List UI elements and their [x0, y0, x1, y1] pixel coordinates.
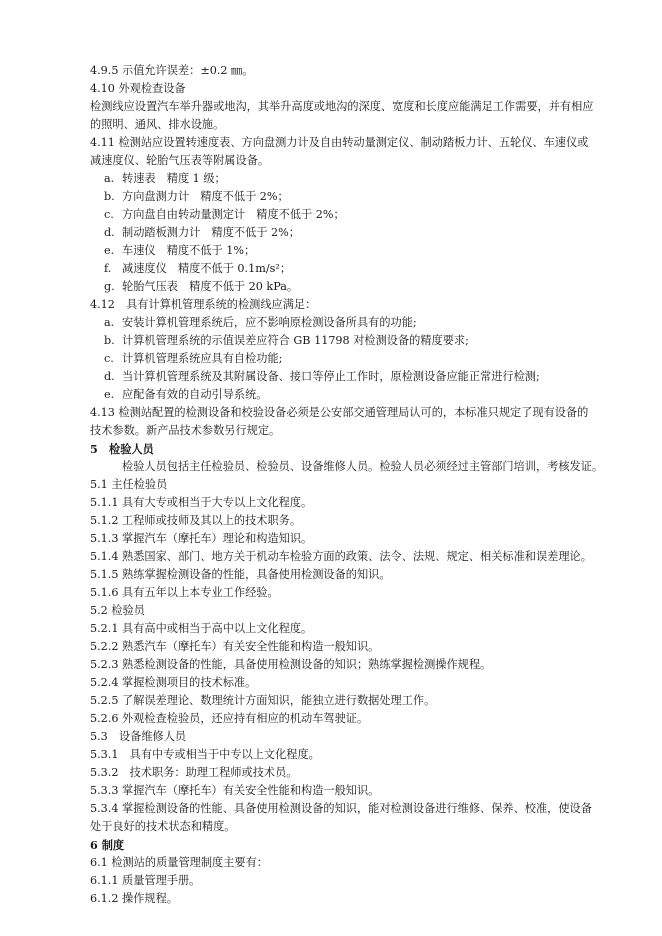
- clause-6-1-2: 6.1.2 操作规程。: [90, 892, 178, 905]
- list-item-letter: b.: [104, 334, 115, 347]
- list-item-4-11-g: [104, 278, 624, 296]
- list-item-letter: a.: [104, 172, 115, 185]
- list-item-letter: a.: [104, 316, 115, 329]
- list-item-4-12-a: [104, 314, 624, 332]
- list-item-text: 应配备有效的自动引导系统。: [122, 388, 268, 401]
- list-item-letter: c.: [104, 208, 114, 221]
- section-number: 5: [90, 442, 98, 456]
- clause-5-2-4: 5.2.4 掌握检测项目的技术标准。: [90, 676, 257, 689]
- section-title: 检验人员: [109, 442, 154, 456]
- list-item-4-12-d: [104, 368, 624, 386]
- list-item-text: 方向盘自由转动量测定计 精度不低于 2%；: [122, 208, 345, 221]
- clause-5-3-2: 5.3.2 技术职务：助理工程师或技术员。: [90, 766, 298, 779]
- paragraph-4-10-line1: 检测线应设置汽车举升器或地沟，其举升高度或地沟的深度、宽度和长度应能满足工作需要，并有相应: [90, 100, 594, 113]
- clause-5-3-4-line1: 5.3.4 掌握检测设备的性能、具备使用检测设备的知识，能对检测设备进行维修、保养、校准，使设备: [90, 802, 592, 815]
- clause-5-3-1: 5.3.1 具有中专或相当于中专以上文化程度。: [90, 748, 320, 761]
- list-item-letter: c.: [104, 352, 114, 365]
- list-item-letter: e.: [104, 388, 115, 401]
- list-item-text: 安装计算机管理系统后，应不影响原检测设备所具有的功能;: [122, 316, 417, 329]
- list-item-text: 车速仪 精度不低于 1%；: [122, 244, 256, 257]
- list-item-4-11-d: [104, 224, 624, 242]
- paragraph-4-11-line1: 4.11 检测站应设置转速度表、方向盘测力计及自由转动量测定仪、制动踏板力计、五轮仪、车速仪或: [90, 136, 589, 149]
- list-item-4-11-b: [104, 188, 624, 206]
- list-item-text: 转速表 精度 1 级；: [122, 172, 226, 185]
- clause-5-1-1: 5.1.1 具有大专或相当于大专以上文化程度。: [90, 496, 313, 509]
- clause-5-1-2: 5.1.2 工程师或技师及其以上的技术职务。: [90, 514, 302, 527]
- clause-5-2-2: 5.2.2 熟悉汽车（摩托车）有关安全性能和构造一般知识。: [90, 640, 380, 653]
- paragraph-4-10-line2: 的照明、通风、排水设施。: [90, 118, 225, 131]
- heading-5-1: 5.1 主任检验员: [90, 478, 168, 491]
- list-item-4-11-a: [104, 170, 624, 188]
- list-item-text: 方向盘测力计 精度不低于 2%；: [122, 190, 289, 203]
- heading-4-10: 4.10 外观检查设备: [90, 82, 186, 95]
- section-number: 6: [90, 838, 98, 852]
- list-item-text: 计算机管理系统的示值误差应符合 GB 11798 对检测设备的精度要求;: [122, 334, 469, 347]
- paragraph-4-11-line2: 减速度仪、轮胎气压表等附属设备。: [90, 154, 270, 167]
- heading-5-3: 5.3 设备维修人员: [90, 730, 187, 743]
- list-item-text: 轮胎气压表 精度不低于 20 kPa。: [122, 280, 299, 293]
- heading-6-1: 6.1 检测站的质量管理制度主要有：: [90, 856, 268, 869]
- list-item-4-12-b: [104, 332, 624, 350]
- clause-4-9-5: 4.9.5 示值允许误差：±0.2 ㎜。: [90, 64, 254, 77]
- list-item-letter: b.: [104, 190, 115, 203]
- clause-5-3-4-line2: 处于良好的技术状态和精度。: [90, 820, 236, 833]
- list-item-letter: f.: [104, 262, 112, 275]
- clause-6-1-1: 6.1.1 质量管理手册。: [90, 874, 201, 887]
- paragraph-4-13-line2: 技术参数。新产品技术参数另行规定。: [90, 424, 281, 437]
- clause-5-2-5: 5.2.5 了解误差理论、数理统计方面知识，能独立进行数据处理工作。: [90, 694, 436, 707]
- section-6-heading: [90, 836, 610, 854]
- list-item-letter: d.: [104, 226, 115, 239]
- list-item-letter: g.: [104, 280, 115, 293]
- section-title: 制度: [101, 838, 125, 852]
- clause-5-2-3: 5.2.3 熟悉检测设备的性能，具备使用检测设备的知识；熟练掌握检测操作规程。: [90, 658, 492, 671]
- list-item-letter: d.: [104, 370, 115, 383]
- list-item-4-11-f: [104, 260, 624, 278]
- list-item-text: 计算机管理系统应具有自检功能;: [122, 352, 283, 365]
- section-5-heading: [90, 440, 610, 458]
- list-item-letter: e.: [104, 244, 115, 257]
- paragraph-4-13-line1: 4.13 检测站配置的检测设备和校验设备必须是公安部交通管理局认可的，本标准只规定了现有设备的: [90, 406, 589, 419]
- clause-5-1-6: 5.1.6 具有五年以上本专业工作经验。: [90, 586, 279, 599]
- list-item-text: 减速度仪 精度不低于 0.1m/s²；: [122, 262, 292, 275]
- list-item-4-12-c: [104, 350, 624, 368]
- clause-5-3-3: 5.3.3 掌握汽车（摩托车）有关安全性能和构造一般知识。: [90, 784, 380, 797]
- clause-5-1-5: 5.1.5 熟练掌握检测设备的性能，具备使用检测设备的知识。: [90, 568, 391, 581]
- section-5-intro: 检验人员包括主任检验员、检验员、设备维修人员。检验人员必须经过主管部门培训，考核发证。: [122, 460, 604, 473]
- clause-5-2-6: 5.2.6 外观检查检验员，还应持有相应的机动车驾驶证。: [90, 712, 369, 725]
- heading-5-2: 5.2 检验员: [90, 604, 145, 617]
- clause-5-1-4: 5.1.4 熟悉国家、部门、地方关于机动车检验方面的政策、法令、法规、规定、相关标准和误差理论。: [90, 550, 592, 563]
- list-item-4-12-e: [104, 386, 624, 404]
- list-item-text: 制动踏板测力计 精度不低于 2%；: [122, 226, 300, 239]
- list-item-4-11-e: [104, 242, 624, 260]
- clause-5-1-3: 5.1.3 掌握汽车（摩托车）理论和构造知识。: [90, 532, 313, 545]
- list-item-4-11-c: [104, 206, 624, 224]
- clause-5-2-1: 5.2.1 具有高中或相当于高中以上文化程度。: [90, 622, 313, 635]
- list-item-text: 当计算机管理系统及其附属设备、接口等停止工作时，原检测设备应能正常进行检测;: [122, 370, 540, 383]
- heading-4-12: 4.12 具有计算机管理系统的检测线应满足：: [90, 298, 317, 311]
